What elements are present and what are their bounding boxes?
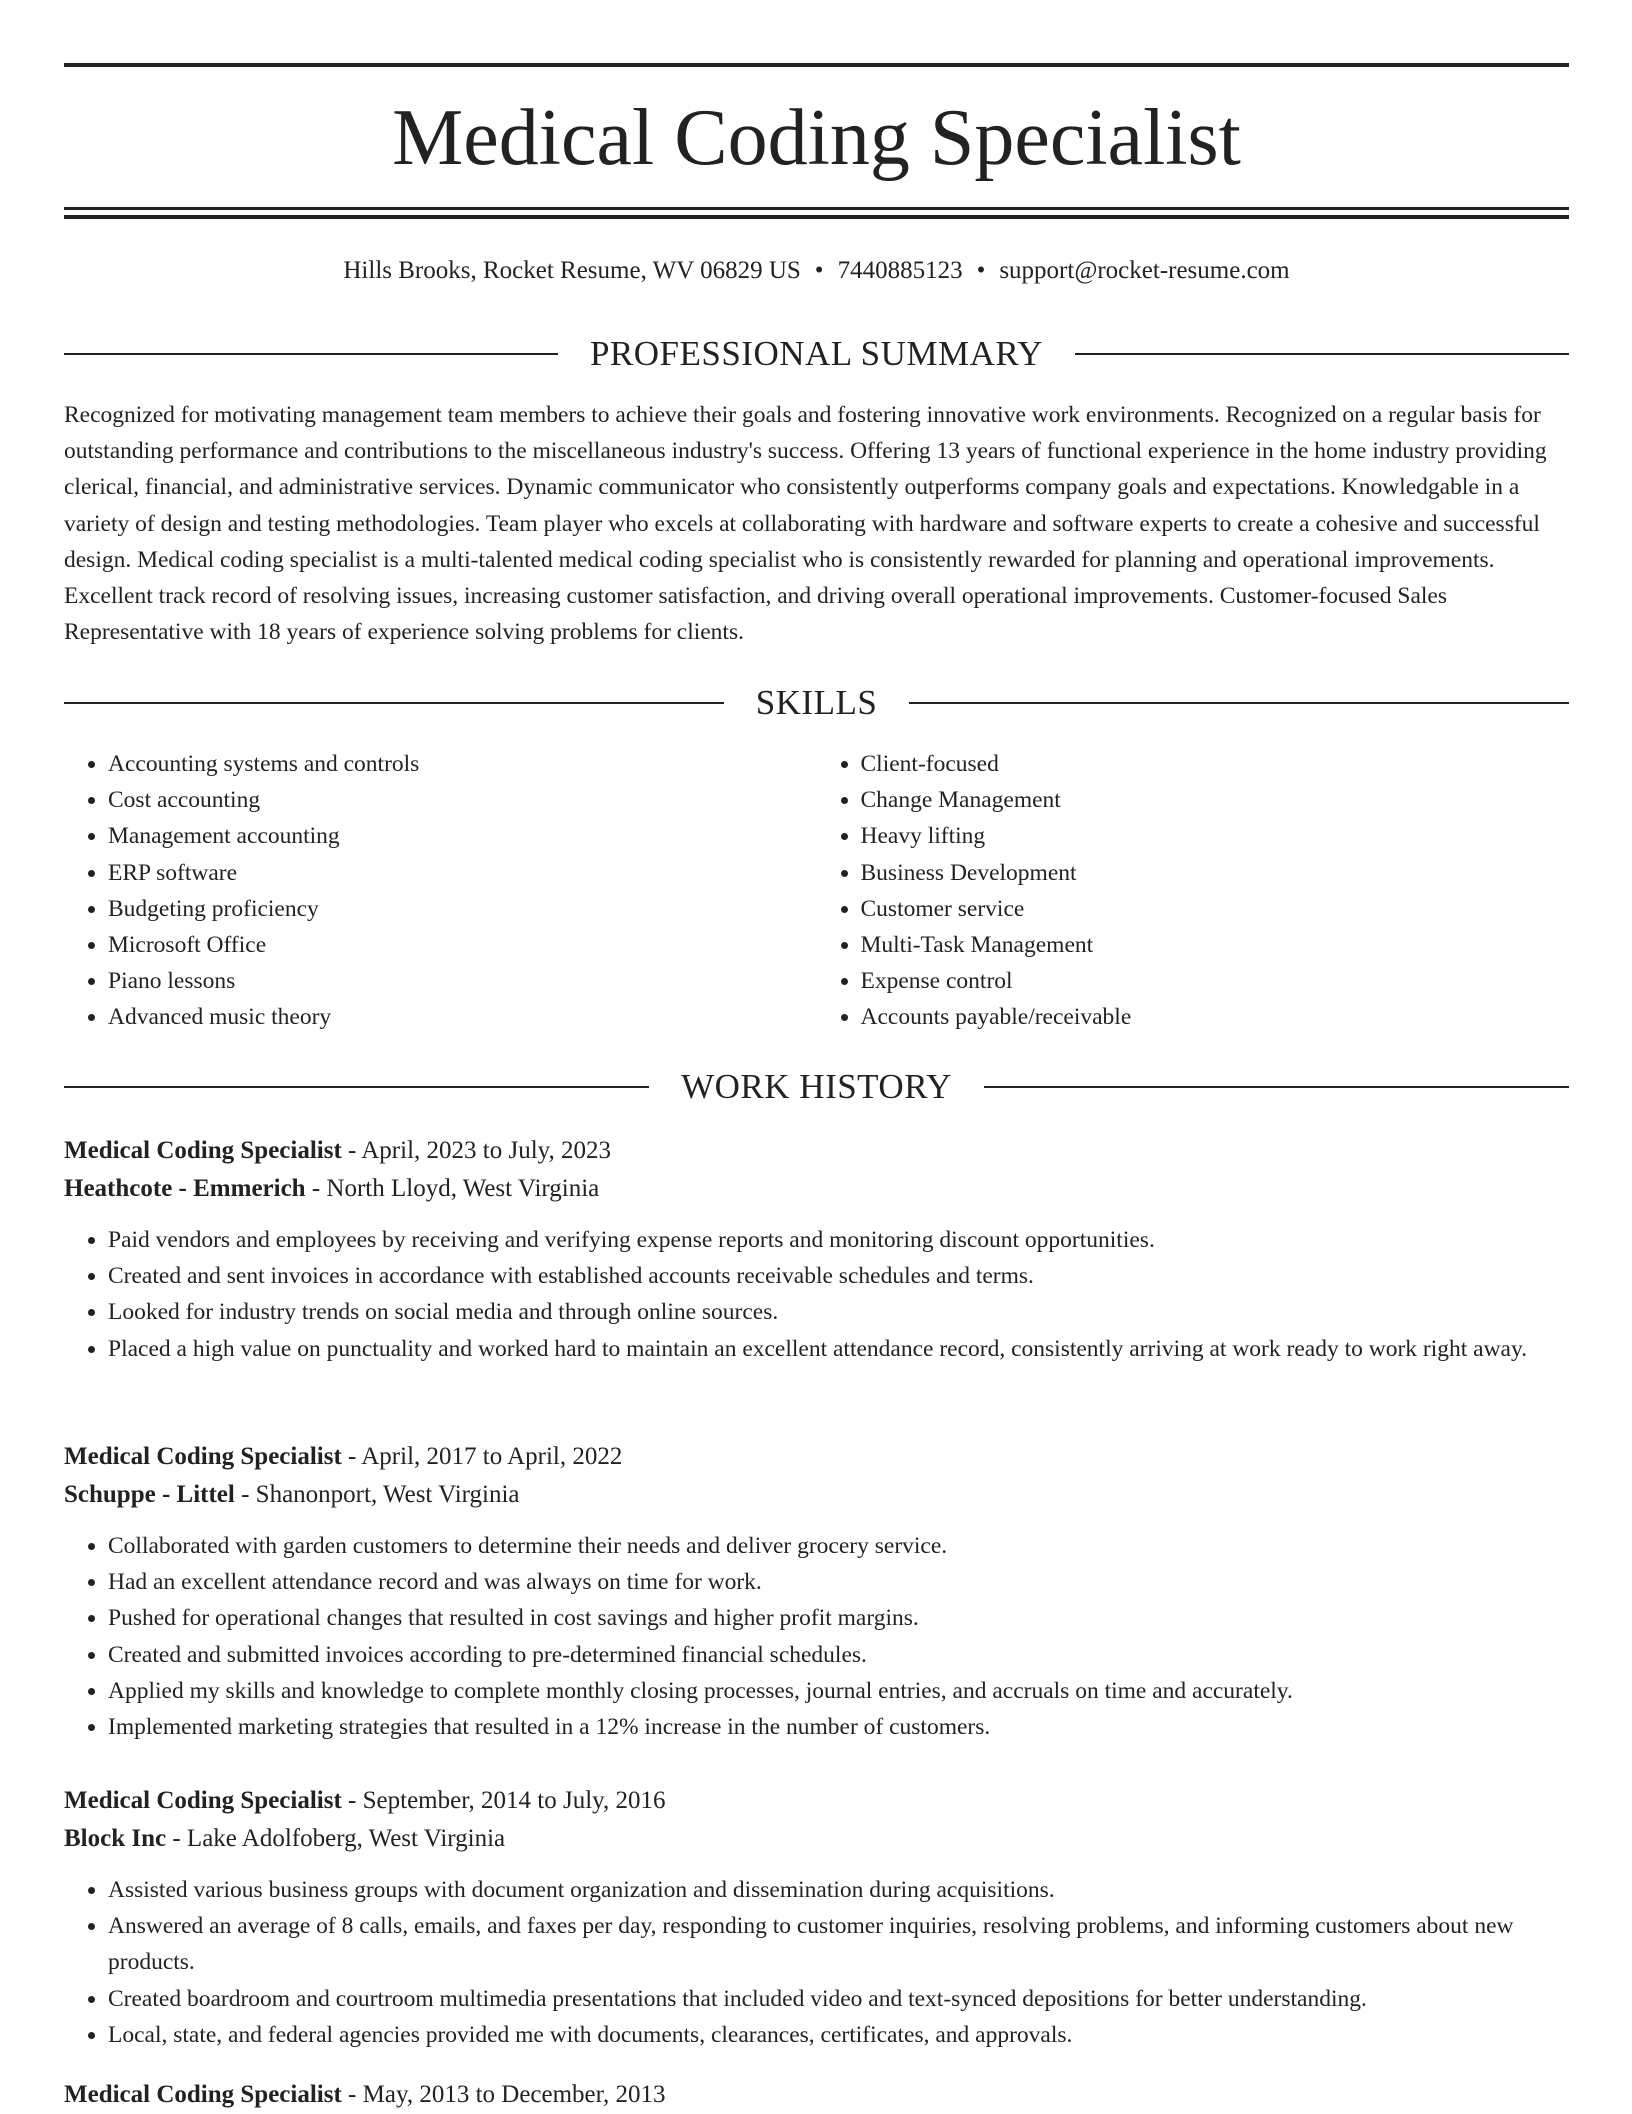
contact-line [64, 253, 1569, 289]
skill-item: • Heavy lifting [861, 818, 1570, 854]
skill-item: • Accounts payable/receivable [861, 999, 1570, 1035]
skill-item: • Piano lessons [108, 963, 817, 999]
job-location: - North Lloyd, West Virginia [305, 1175, 600, 1202]
job-bullet: • Applied my skills and knowledge to complete monthly closing processes, journal entries, and accruals on time and accurately. [108, 1673, 1569, 1709]
job-bullet: • Had an excellent attendance record and was always on time for work. [108, 1564, 1569, 1600]
header-top-rule [64, 63, 1569, 67]
job-bullet: • Pushed for operational changes that resulted in cost savings and higher profit margins. [108, 1600, 1569, 1636]
job-title: Medical Coding Specialist [64, 1787, 342, 1814]
skill-item: • ERP software [108, 855, 817, 891]
skill-item: • Customer service [861, 891, 1570, 927]
header-bottom-rule [64, 207, 1569, 210]
skill-item: • Cost accounting [108, 782, 817, 818]
job-bullet: • Created and submitted invoices according to pre-determined financial schedules. [108, 1637, 1569, 1673]
summary-text: Recognized for motivating management team members to achieve their goals and fostering innovative work environments. Recognized on a regular basis for outstanding performance and contributions to the miscellaneous industry's success. Offering 13 years of functional experience in the home industry providing clerical, financial, and administrative services. Dynamic communicator who consistently outperforms company goals and expectations. Knowledgable in a variety of design and testing methodologies. Team player who excels at collaborating with hardware and software experts to create a cohesive and successful design. Medical coding specialist is a multi-talented medical coding specialist who is consistently rewarded for planning and operational improvements. Excellent track record of resolving issues, increasing customer satisfaction, and driving overall operational improvements. Customer-focused Sales Representative with 18 years of experience solving problems for clients. [64, 402, 1547, 646]
heading-rule-right [1075, 353, 1569, 355]
job-title: Medical Coding Specialist [64, 1443, 342, 1470]
job-bullet: • Looked for industry trends on social media and through online sources. [108, 1294, 1569, 1330]
job-title-line [64, 2076, 1569, 2114]
job-bullet: • Answered an average of 8 calls, emails, and faxes per day, responding to customer inquiries, resolving problems, and informing customers about new products. [108, 1908, 1569, 1980]
job-title-line [64, 1438, 1569, 1476]
contact-separator: • [976, 257, 986, 284]
skill-item: • Client-focused [861, 746, 1570, 782]
job-dates: - September, 2014 to July, 2016 [341, 1787, 666, 1814]
heading-rule-left [64, 1086, 649, 1088]
heading-rule-left [64, 353, 558, 355]
job-bullet: • Placed a high value on punctuality and worked hard to maintain an excellent attendance record, consistently arriving at work ready to work right away. [108, 1331, 1569, 1367]
job-bullet: • Created and sent invoices in accordance with established accounts receivable schedules and terms. [108, 1258, 1569, 1294]
job-entry [64, 1782, 1569, 2053]
skill-item: • Management accounting [108, 818, 817, 854]
job-entry [64, 1438, 1569, 1745]
resume-title: Medical Coding Specialist [392, 94, 1241, 182]
skill-item: • Business Development [861, 855, 1570, 891]
skill-item: • Change Management [861, 782, 1570, 818]
job-entry [64, 1132, 1569, 1367]
job-dates: - May, 2013 to December, 2013 [341, 2081, 666, 2108]
skill-item: • Expense control [861, 963, 1570, 999]
heading-rule-right [909, 702, 1569, 704]
job-location: - Shanonport, West Virginia [234, 1481, 520, 1508]
skills-column-right [817, 746, 1570, 1036]
work-section-heading [64, 1065, 1569, 1109]
job-title: Medical Coding Specialist [64, 1137, 342, 1164]
skill-item: • Accounting systems and controls [108, 746, 817, 782]
skill-item: • Budgeting proficiency [108, 891, 817, 927]
job-location: - Lake Adolfoberg, West Virginia [166, 1825, 506, 1852]
header-bottom-rule-thick [64, 215, 1569, 219]
job-bullet: • Paid vendors and employees by receiving and verifying expense reports and monitoring discount opportunities. [108, 1222, 1569, 1258]
job-bullet: • Collaborated with garden customers to determine their needs and deliver grocery service. [108, 1528, 1569, 1564]
contact-email: support@rocket-resume.com [999, 257, 1290, 284]
job-dates: - April, 2017 to April, 2022 [341, 1443, 623, 1470]
job-bullet: • Assisted various business groups with document organization and dissemination during acquisitions. [108, 1872, 1569, 1908]
skills-section-heading [64, 681, 1569, 725]
skill-item: • Microsoft Office [108, 927, 817, 963]
job-bullet: • Local, state, and federal agencies provided me with documents, clearances, certificates, and approvals. [108, 2017, 1569, 2053]
job-company-line [64, 1170, 1569, 1208]
job-company: Block Inc [64, 1825, 167, 1852]
job-company: Heathcote - Emmerich [64, 1175, 306, 1202]
job-title-line [64, 1132, 1569, 1170]
skill-item: • Advanced music theory [108, 999, 817, 1035]
heading-rule-right [984, 1086, 1569, 1088]
job-entry [64, 2076, 1569, 2114]
job-bullets [64, 1528, 1569, 1745]
contact-phone: 7440885123 [837, 257, 963, 284]
job-title-line [64, 1782, 1569, 1820]
job-bullet: • Implemented marketing strategies that resulted in a 12% increase in the number of customers. [108, 1709, 1569, 1745]
job-company: Schuppe - Littel [64, 1481, 235, 1508]
job-bullets [64, 1872, 1569, 2053]
work-heading-label: WORK HISTORY [681, 1067, 952, 1106]
job-bullets [64, 1222, 1569, 1367]
summary-section-heading [64, 332, 1569, 376]
job-company-line [64, 1476, 1569, 1514]
summary-heading-label: PROFESSIONAL SUMMARY [589, 334, 1044, 373]
job-company-line [64, 1820, 1569, 1858]
contact-address: Hills Brooks, Rocket Resume, WV 06829 US [343, 257, 801, 284]
skills-column-left [64, 746, 817, 1036]
skills-list [64, 746, 1569, 1036]
job-bullet: • Created boardroom and courtroom multimedia presentations that included video and text-synced depositions for better understanding. [108, 1981, 1569, 2017]
heading-rule-left [64, 702, 724, 704]
skill-item: • Multi-Task Management [861, 927, 1570, 963]
job-title: Medical Coding Specialist [64, 2081, 342, 2108]
contact-separator: • [814, 257, 824, 284]
job-dates: - April, 2023 to July, 2023 [341, 1137, 612, 1164]
skills-heading-label: SKILLS [755, 683, 878, 722]
